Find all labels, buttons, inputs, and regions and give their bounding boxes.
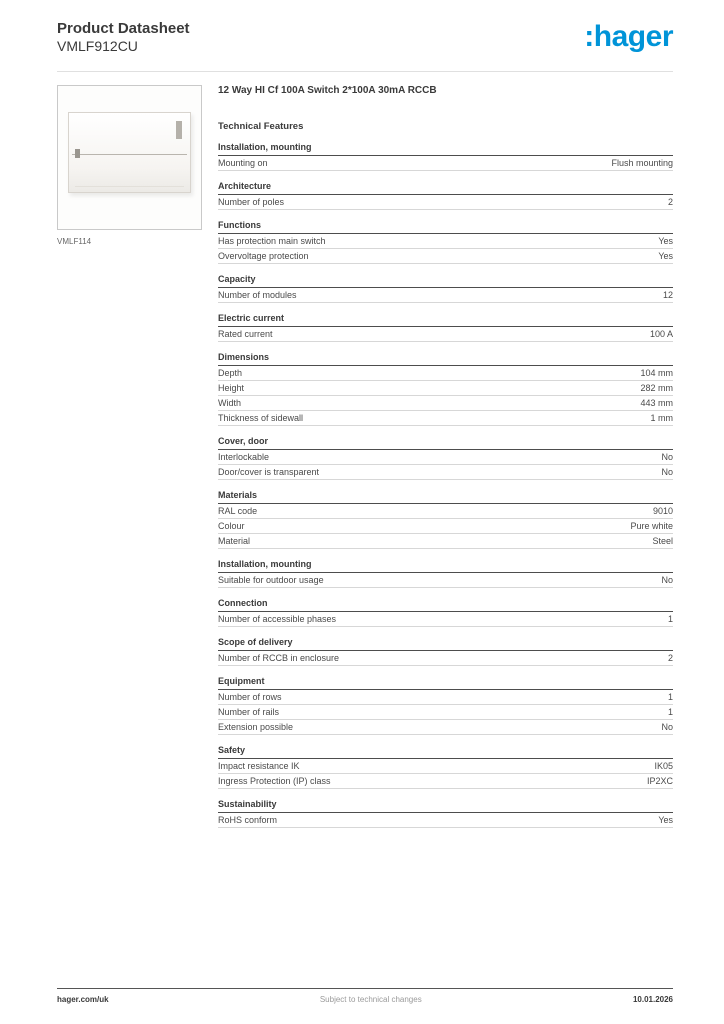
spec-row [218, 690, 673, 705]
spec-section [218, 637, 673, 666]
spec-label: Interlockable [218, 452, 270, 462]
footer-divider [57, 988, 673, 989]
spec-value: No [661, 722, 673, 732]
spec-label: Number of rails [218, 707, 280, 717]
spec-label: Extension possible [218, 722, 294, 732]
section-heading: Dimensions [218, 352, 673, 366]
spec-label: Ingress Protection (IP) class [218, 776, 331, 786]
footer-row [57, 995, 673, 1004]
spec-label: Material [218, 536, 251, 546]
spec-value: 1 [667, 614, 673, 624]
spec-value: Flush mounting [611, 158, 673, 168]
footer-website-link[interactable]: hager.com/uk [57, 995, 109, 1004]
section-heading: Functions [218, 220, 673, 234]
spec-section [218, 676, 673, 735]
spec-section [218, 274, 673, 303]
spec-section [218, 220, 673, 264]
spec-row [218, 288, 673, 303]
product-code: VMLF912CU [57, 38, 138, 54]
spec-label: Depth [218, 368, 243, 378]
image-caption: VMLF114 [57, 237, 92, 246]
spec-row [218, 327, 673, 342]
spec-label: Number of rows [218, 692, 282, 702]
spec-row [218, 381, 673, 396]
spec-row [218, 249, 673, 264]
spec-label: Impact resistance IK [218, 761, 300, 771]
spec-row [218, 195, 673, 210]
image-column [57, 85, 202, 246]
spec-column [218, 85, 673, 828]
spec-value: 1 [667, 707, 673, 717]
spec-label: Has protection main switch [218, 236, 326, 246]
unit-seam [72, 154, 187, 155]
footer [57, 988, 673, 1004]
spec-label: Door/cover is transparent [218, 467, 320, 477]
spec-value: Steel [652, 536, 673, 546]
spec-value: 104 mm [640, 368, 673, 378]
spec-row [218, 774, 673, 789]
spec-value: Yes [658, 236, 673, 246]
spec-row [218, 705, 673, 720]
section-heading: Scope of delivery [218, 637, 673, 651]
spec-value: Pure white [630, 521, 673, 531]
footer-date: 10.01.2026 [632, 995, 673, 1004]
spec-label: Number of modules [218, 290, 297, 300]
section-heading: Materials [218, 490, 673, 504]
spec-label: Suitable for outdoor usage [218, 575, 324, 585]
spec-row [218, 234, 673, 249]
spec-section [218, 598, 673, 627]
spec-row [218, 504, 673, 519]
spec-row [218, 450, 673, 465]
spec-label: Number of accessible phases [218, 614, 337, 624]
spec-value: No [661, 452, 673, 462]
spec-value: 443 mm [640, 398, 673, 408]
spec-label: Number of poles [218, 197, 285, 207]
spec-row [218, 573, 673, 588]
spec-section [218, 745, 673, 789]
spec-value: IK05 [654, 761, 673, 771]
hager-logo [584, 22, 673, 52]
unit-footline [75, 186, 184, 187]
spec-value: 9010 [652, 506, 673, 516]
spec-value: 2 [667, 197, 673, 207]
spec-section [218, 799, 673, 828]
section-heading: Equipment [218, 676, 673, 690]
header [0, 0, 724, 55]
section-heading: Electric current [218, 313, 673, 327]
spec-section [218, 352, 673, 426]
unit-latch [75, 149, 80, 158]
spec-label: Number of RCCB in enclosure [218, 653, 340, 663]
product-title: 12 Way HI Cf 100A Switch 2*100A 30mA RCCB [218, 85, 437, 96]
spec-row [218, 813, 673, 828]
unit-badge [176, 121, 182, 139]
spec-sections [218, 142, 673, 828]
spec-value: Yes [658, 815, 673, 825]
spec-row [218, 651, 673, 666]
product-image [57, 85, 202, 230]
spec-label: Mounting on [218, 158, 268, 168]
section-heading: Capacity [218, 274, 673, 288]
spec-label: RoHS conform [218, 815, 278, 825]
spec-value: No [661, 467, 673, 477]
spec-section [218, 436, 673, 480]
spec-label: Overvoltage protection [218, 251, 309, 261]
spec-section [218, 313, 673, 342]
spec-section [218, 559, 673, 588]
spec-section [218, 490, 673, 549]
spec-row [218, 534, 673, 549]
section-heading: Cover, door [218, 436, 673, 450]
page-title: Product Datasheet [57, 20, 190, 37]
section-heading: Installation, mounting [218, 142, 673, 156]
content [0, 72, 724, 828]
spec-section [218, 181, 673, 210]
spec-row [218, 720, 673, 735]
spec-value: IP2XC [646, 776, 673, 786]
spec-label: Height [218, 383, 245, 393]
spec-row [218, 465, 673, 480]
spec-value: 282 mm [640, 383, 673, 393]
footer-disclaimer: Subject to technical changes [319, 995, 422, 1004]
spec-label: Rated current [218, 329, 273, 339]
spec-value: 1 mm [650, 413, 673, 423]
spec-value: 1 [667, 692, 673, 702]
spec-row [218, 396, 673, 411]
spec-label: Width [218, 398, 242, 408]
section-heading: Installation, mounting [218, 559, 673, 573]
section-heading: Sustainability [218, 799, 673, 813]
spec-value: 100 A [649, 329, 673, 339]
spec-value: 12 [662, 290, 673, 300]
spec-row [218, 366, 673, 381]
spec-row [218, 411, 673, 426]
spec-row [218, 519, 673, 534]
section-heading: Connection [218, 598, 673, 612]
logo-colon: : [584, 20, 594, 53]
spec-value: 2 [667, 653, 673, 663]
spec-label: RAL code [218, 506, 258, 516]
spec-section [218, 142, 673, 171]
section-heading: Architecture [218, 181, 673, 195]
header-titles [57, 20, 190, 55]
spec-row [218, 612, 673, 627]
consumer-unit-illustration [68, 112, 191, 193]
spec-row [218, 759, 673, 774]
section-heading: Safety [218, 745, 673, 759]
spec-label: Colour [218, 521, 245, 531]
technical-features-heading: Technical Features [218, 121, 304, 132]
spec-value: No [661, 575, 673, 585]
spec-label: Thickness of sidewall [218, 413, 304, 423]
spec-value: Yes [658, 251, 673, 261]
spec-row [218, 156, 673, 171]
logo-text: hager [593, 20, 673, 53]
